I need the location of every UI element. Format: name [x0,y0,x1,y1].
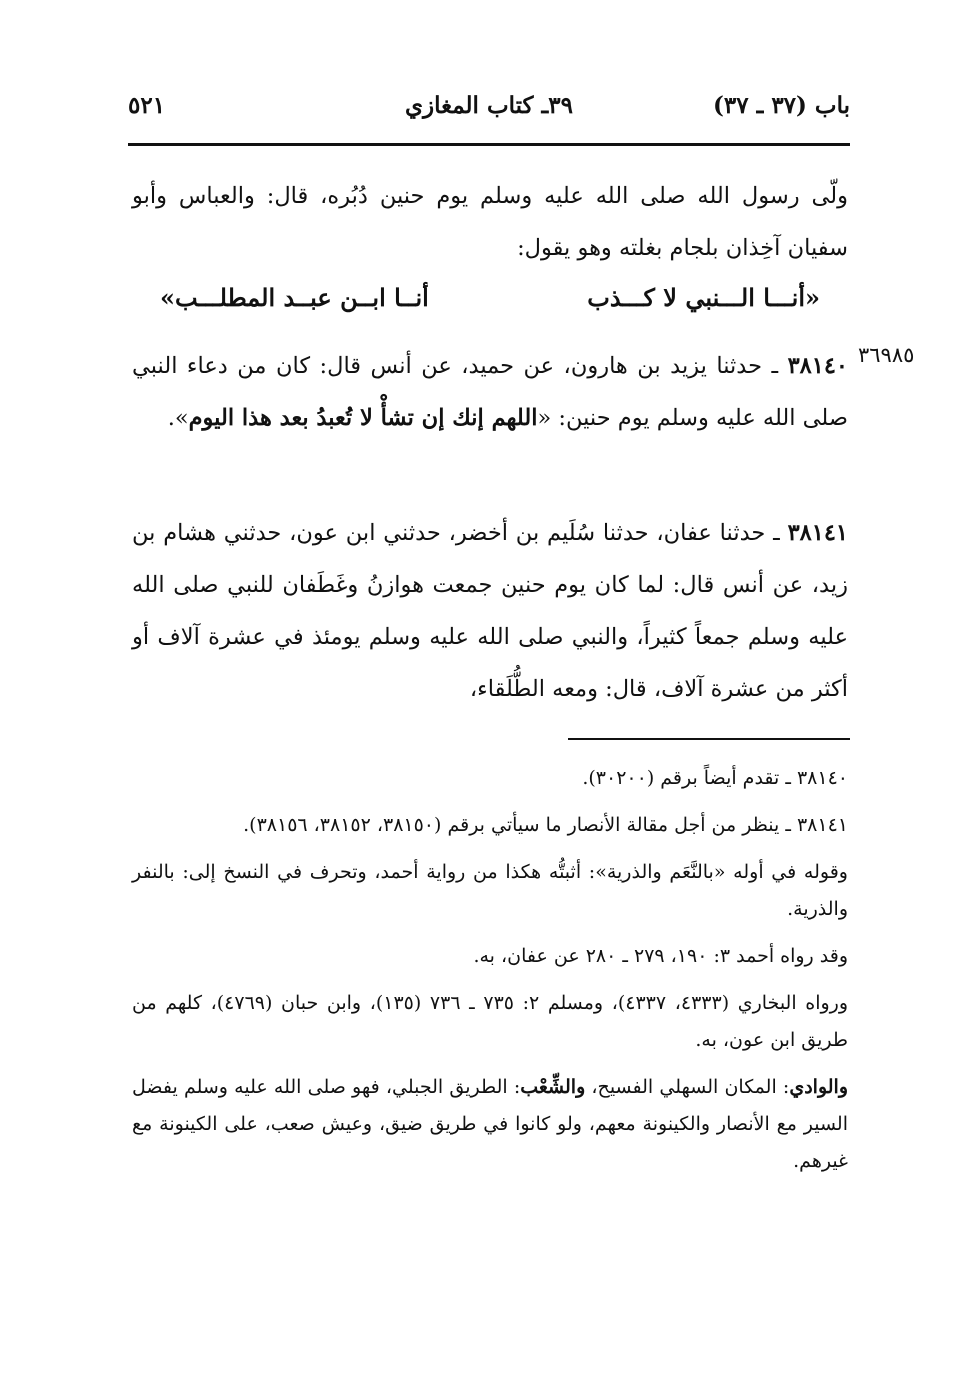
footnote-5: ورواه البخاري (٤٣٣٣، ٤٣٣٧)، ومسلم ٢: ٧٣٥ ـ ٧٣٦ (١٣٥)، وابن حبان (٤٧٦٩)، كلهم من طريق ابن عون، به. [132,992,849,1051]
footnote-divider [568,738,850,740]
hadith-paragraph-1 [132,340,848,444]
hadith-number: ٣٨١٤٠ [787,353,848,379]
definition-wadi: : المكان السهلي الفسيح، [585,1076,790,1098]
footnote-2: ٣٨١٤١ ـ ينظر من أجل مقالة الأنصار ما سيأتي برقم (٣٨١٥٠، ٣٨١٥٢، ٣٨١٥٦). [243,814,848,836]
page-number: ٥٢١ [128,92,166,119]
hadith-text: ـ حدثنا يزيد بن هارون، عن حميد، عن أنس قال: كان من دعاء النبي صلى الله عليه وسلم يوم حنين: « [132,353,848,431]
hadith-text-end: ». [167,405,189,431]
term-shib: والشِّعْب [520,1076,586,1098]
footnote-1: ٣٨١٤٠ ـ تقدم أيضاً برقم (٣٠٢٠٠). [582,767,848,789]
footnotes-section [132,760,848,1190]
intro-text: ولّى رسول الله صلى الله عليه وسلم يوم حنين دُبُره، قال: والعباس وأبو سفيان آخِذان بلجام بغلته وهو يقول: [132,183,848,261]
verse-hemistich-2: أنــا ابــن عبــد المطلـــب» [160,283,429,312]
page-header [128,92,850,136]
intro-paragraph [132,170,848,274]
hadith-paragraph-2 [132,507,848,715]
footnote-3: وقوله في أوله «بالنَّعَم والذرية»: أثبتُّه هكذا من رواية أحمد، وتحرف في النسخ إلى: بالنفر والذرية. [132,861,848,920]
definition-shib: : الطريق الجبلي، فهو صلى الله عليه وسلم يفضل السير مع الأنصار والكينونة معهم، ولو كانوا في طريق ضيق، وعيش صعب، على الكينونة مع غيرهم. [132,1076,848,1172]
poetry-verse [160,283,820,335]
chapter-title: باب (٣٧ ـ ٣٧) [712,92,850,119]
book-title: ٣٩ـ كتاب المغازي [405,92,573,119]
hadith-number: ٣٨١٤١ [787,520,848,546]
footnote-6 [132,1069,848,1180]
hadith-text: ـ حدثنا عفان، حدثنا سُلَيم بن أخضر، حدثني ابن عون، حدثني هشام بن زيد، عن أنس قال: لما كان يوم حنين جمعت هوازنُ وغَطَفان للنبي صلى الله عليه وسلم جمعاً كثيراً، والنبي صلى الله عليه وسلم يومئذ في عشرة آلاف أو أكثر من عشرة آلاف، قال: ومعه الطُّلَقاء، [132,520,848,702]
term-wadi: والوادي [789,1076,848,1098]
margin-reference-number: ٣٦٩٨٥ [858,343,915,367]
hadith-supplication: اللهم إنك إن تشأْ لا تُعبدُ بعد هذا اليوم [188,405,538,431]
footnote-4: وقد رواه أحمد ٣: ١٩٠، ٢٧٩ ـ ٢٨٠ عن عفان، به. [473,945,848,967]
verse-hemistich-1: «أنـــا الـــنبي لا كـــذب [587,283,820,312]
header-divider [128,143,850,146]
